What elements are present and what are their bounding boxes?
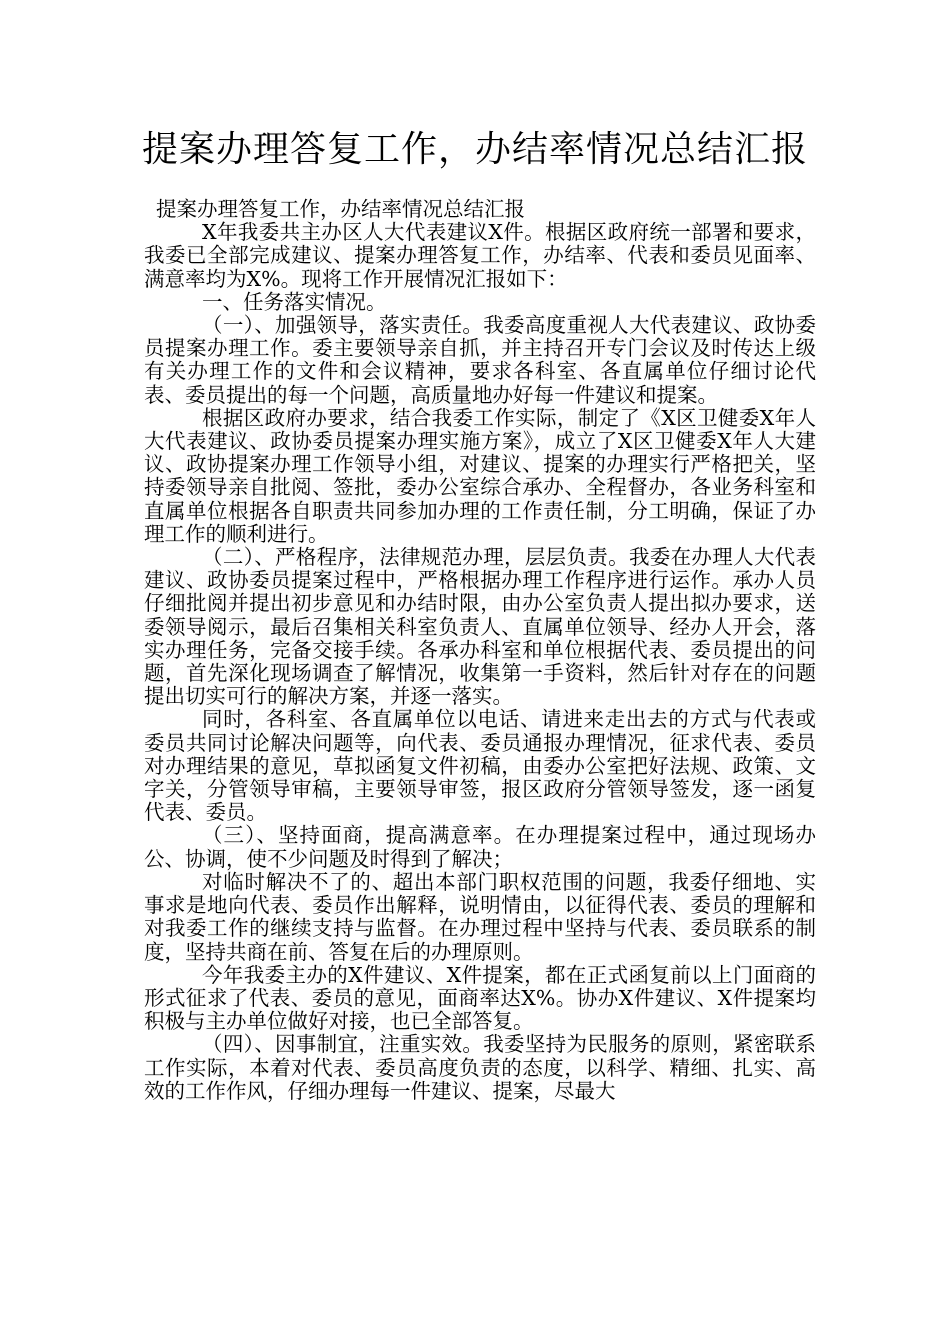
paragraph: 根据区政府办要求，结合我委工作实际，制定了《X区卫健委X年人大代表建议、政协委员提案办理实施方案》，成立了X区卫健委X年人大建议、政协提案办理工作领导小组，对建议、提案的办理实行严格把关，坚持委领导亲自批阅、签批，委办公室综合承办、全程督办，各业务科室和直属单位根据各自职责共同参加办理的工作责任制，分工明确，保证了办理工作的顺利进行。 [144, 405, 816, 546]
paragraph: 今年我委主办的X件建议、X件提案，都在正式函复前以上门面商的形式征求了代表、委员的意见，面商率达X%。协办X件建议、X件提案均积极与主办单位做好对接，也已全部答复。 [144, 962, 816, 1034]
document-subtitle: 提案办理答复工作，办结率情况总结汇报 [156, 197, 525, 221]
paragraph: 同时，各科室、各直属单位以电话、请进来走出去的方式与代表或委员共同讨论解决问题等，向代表、委员通报办理情况，征求代表、委员对办理结果的意见，草拟函复文件初稿，由委办公室把好法规、政策、文字关，分管领导审稿，主要领导审签，报区政府分管领导签发，逐一函复代表、委员。 [144, 707, 816, 825]
document-body [144, 198, 816, 1103]
paragraph: （四）、因事制宜，注重实效。我委坚持为民服务的原则，紧密联系工作实际，本着对代表、委员高度负责的态度，以科学、精细、扎实、高效的工作作风，仔细办理每一件建议、提案，尽最大 [144, 1032, 816, 1103]
section-heading: 一、任务落实情况。 [202, 289, 387, 314]
paragraph: X年我委共主办区人大代表建议X件。根据区政府统一部署和要求，我委已全部完成建议、提案办理答复工作，办结率、代表和委员见面率、满意率均为X%。现将工作开展情况汇报如下： [144, 220, 816, 291]
paragraph: （二）、严格程序，法律规范办理，层层负责。我委在办理人大代表建议、政协委员提案过程中，严格根据办理工作程序进行运作。承办人员仔细批阅并提出初步意见和办结时限，由办公室负责人提出拟办要求，送委领导阅示，最后召集相关科室负责人、直属单位领导、经办人开会，落实办理任务，完备交接手续。各承办科室和单位根据代表、委员提出的问题，首先深化现场调查了解情况，收集第一手资料，然后针对存在的问题提出切实可行的解决方案，并逐一落实。 [144, 545, 816, 709]
paragraph: （三）、坚持面商，提高满意率。在办理提案过程中，通过现场办公、协调，使不少问题及时得到了解决； [144, 823, 816, 871]
paragraph: 对临时解决不了的、超出本部门职权范围的问题，我委仔细地、实事求是地向代表、委员作出解释，说明情由，以征得代表、委员的理解和对我委工作的继续支持与监督。在办理过程中坚持与代表、委员联系的制度，坚持共商在前、答复在后的办理原则。 [144, 869, 816, 964]
paragraph: （一）、加强领导，落实责任。我委高度重视人大代表建议、政协委员提案办理工作。委主要领导亲自抓，并主持召开专门会议及时传达上级有关办理工作的文件和会议精神，要求各科室、各直属单位仔细讨论代表、委员提出的每一个问题，高质量地办好每一件建议和提案。 [144, 313, 816, 407]
document-title: 提案办理答复工作，办结率情况总结汇报 [141, 129, 808, 170]
